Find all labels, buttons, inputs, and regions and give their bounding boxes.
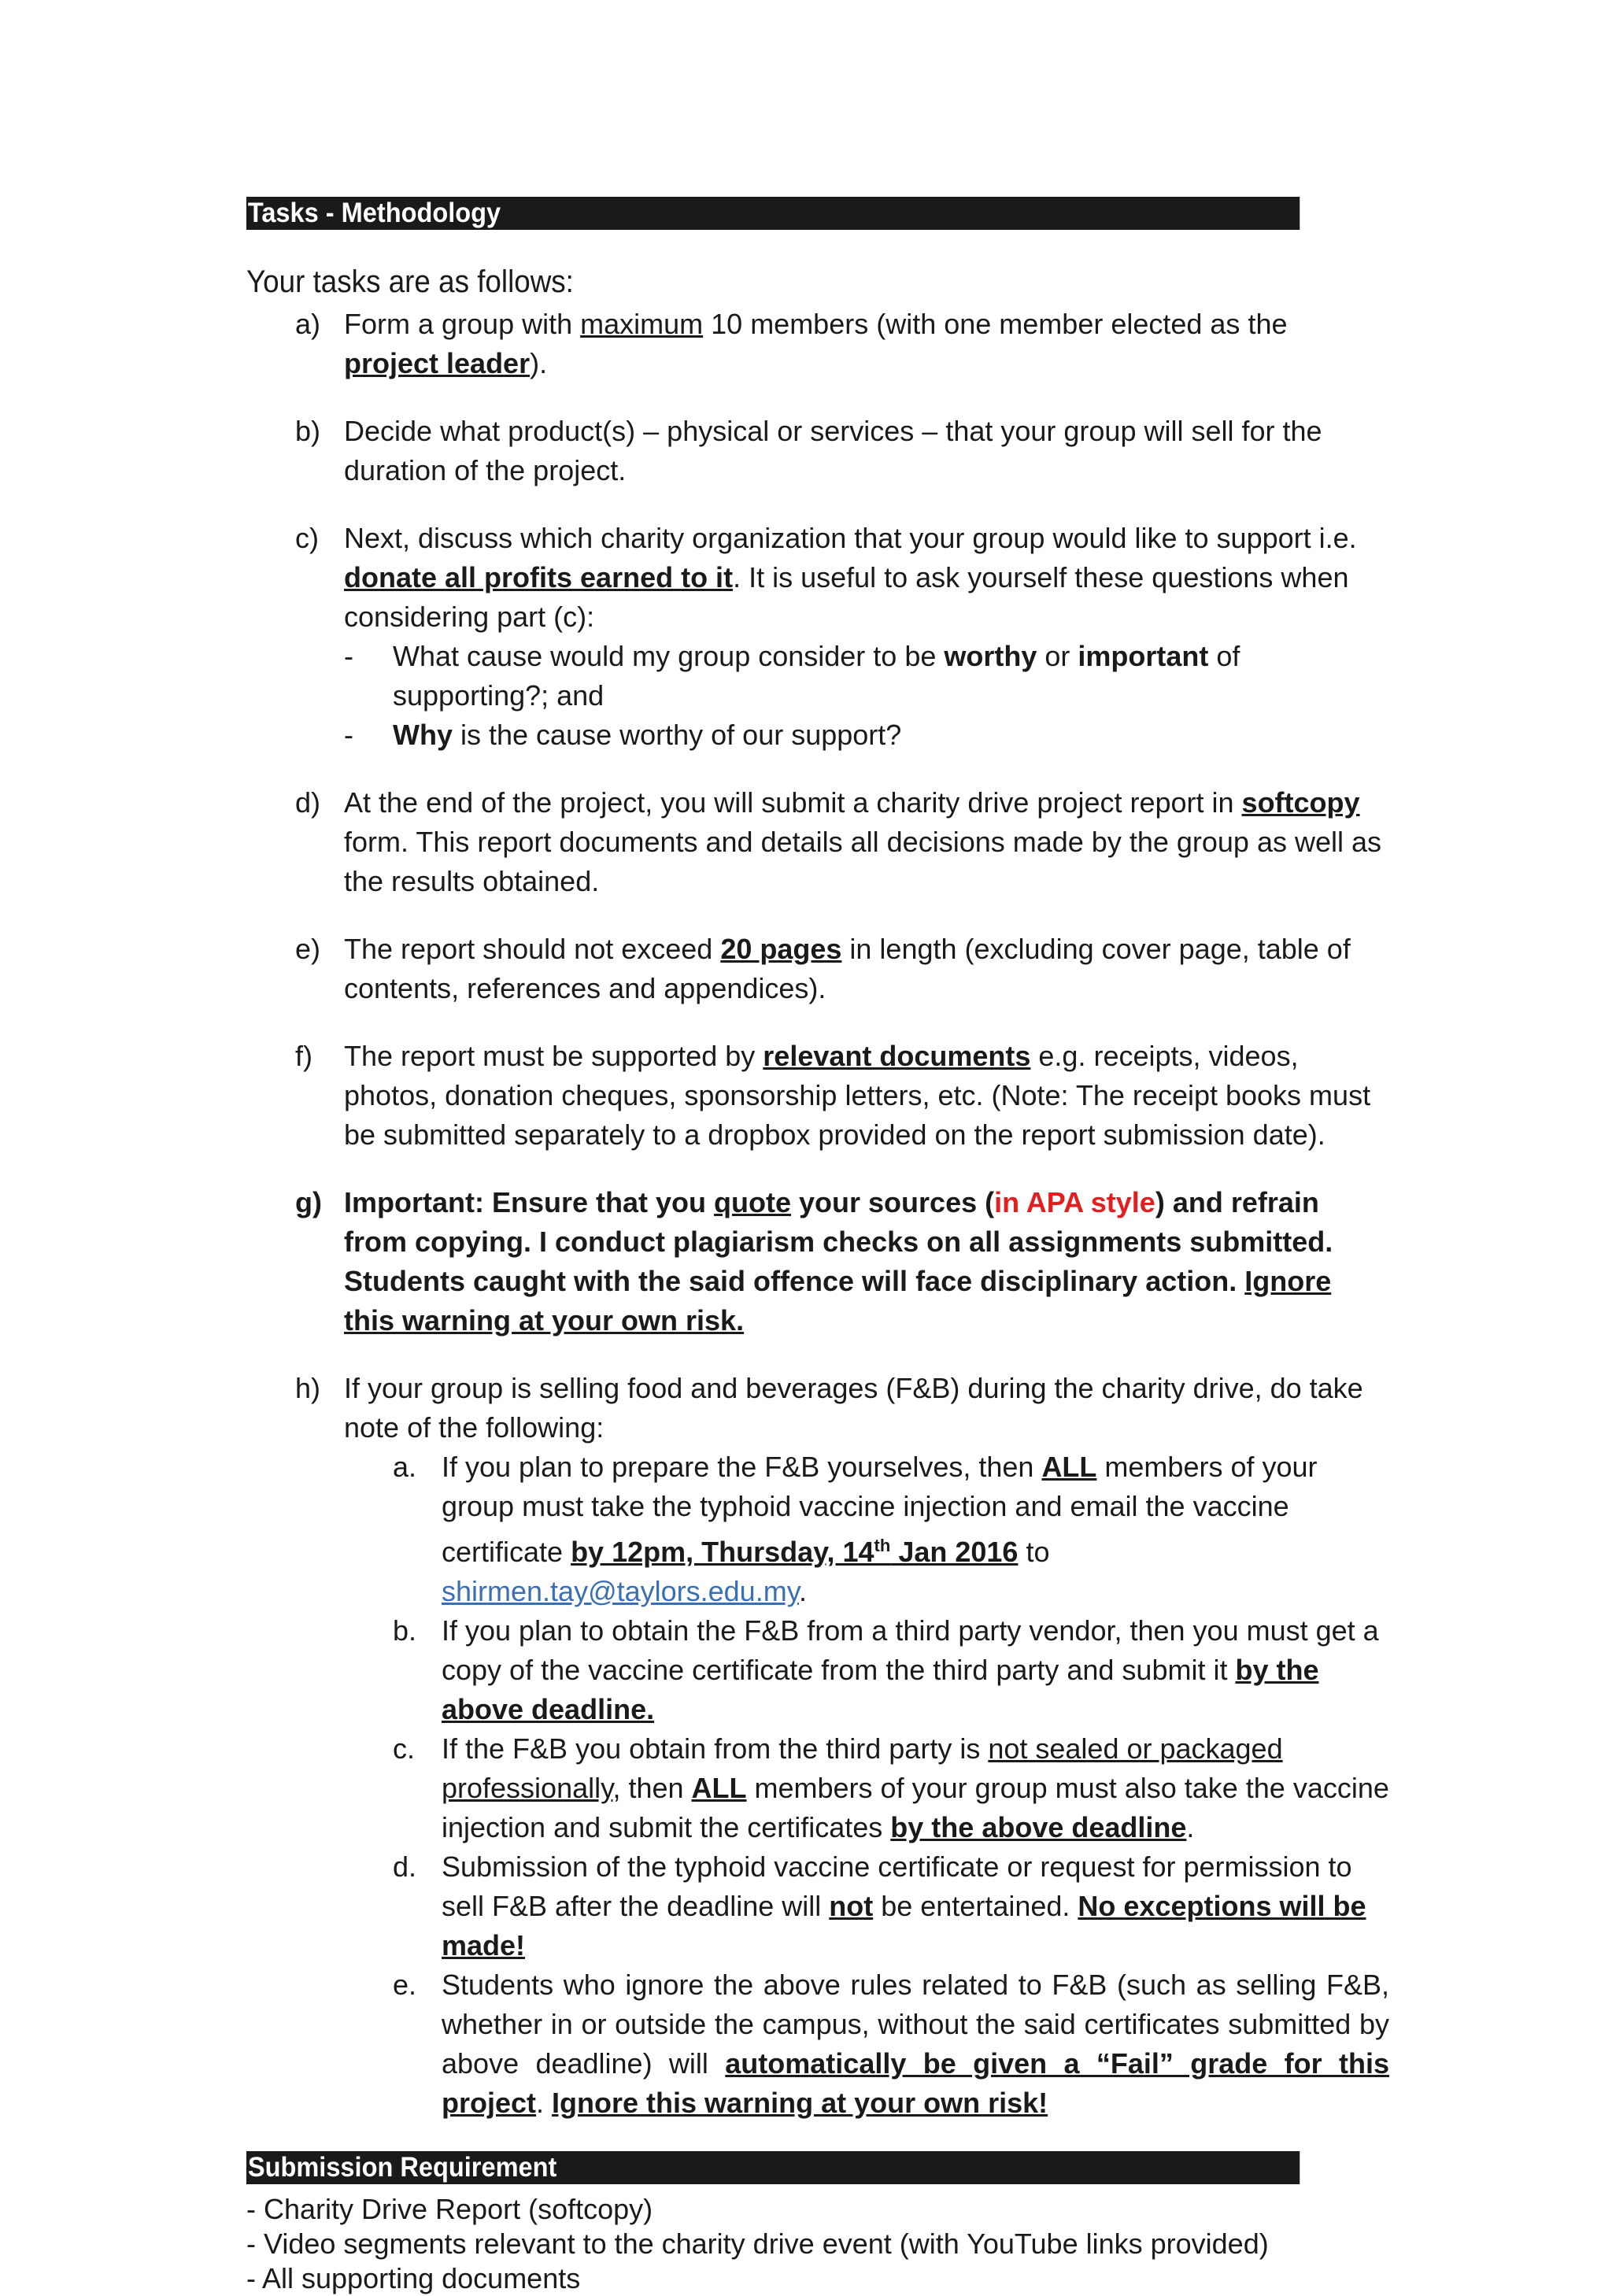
fnb-rule-e [344,1965,1389,2123]
text: members of your group must take the typhoid vaccine injection and email the vaccine certificate [442,1451,1318,1568]
question-item [344,715,1389,755]
task-label: c) [295,522,319,554]
task-list [246,305,1389,2123]
text: form. This report documents and details all decisions made by the group as well as the results obtained. [344,826,1382,897]
warning-text: Ignore this warning at your own risk. [344,1265,1332,1337]
emphasis: by the above deadline [890,1811,1187,1843]
task-label: e) [295,933,321,965]
task-item-c [246,519,1389,755]
emphasis: quote [714,1186,792,1218]
text: be entertained. [873,1890,1078,1922]
task-label: a) [295,308,321,340]
question-item [344,637,1389,715]
text: Form a group with [344,308,581,340]
text: Decide what product(s) – physical or services – that your group will sell for the duration of the project. [344,415,1322,486]
fnb-rule-b [344,1611,1389,1729]
text: . It is useful to ask yourself these questions when considering part (c): [344,561,1349,633]
text: 10 members (with one member elected as the [703,308,1288,340]
text: At the end of the project, you will submit a charity drive project report in [344,786,1242,819]
section-title: Submission Requirement [247,2152,557,2183]
deadline-date: by 12pm, Thursday, 14 [571,1536,874,1568]
deadline [571,1536,1018,1568]
text: your sources ( [791,1186,995,1218]
emphasis: not [829,1890,874,1922]
task-item-f [246,1037,1389,1155]
emphasis: ALL [691,1772,747,1804]
emphasis: by the above deadline. [442,1654,1319,1725]
email-link[interactable]: shirmen.tay@taylors.edu.my [442,1575,800,1607]
text: , then [612,1772,692,1804]
emphasis: softcopy [1241,786,1360,819]
fnb-rule-c [344,1729,1389,1847]
fnb-rule-a [344,1447,1389,1611]
sub-label: b. [393,1614,417,1647]
sub-label: c. [393,1732,416,1765]
emphasis: automatically be given a “Fail” grade for this project [442,2047,1389,2119]
text: What cause would my group consider to be [393,640,945,672]
text: e.g. receipts, videos, photos, donation cheques, sponsorship letters, etc. (Note: The receipt books must be submitted separately to a dropbox provided on the report submission date). [344,1040,1371,1151]
emphasis: not sealed or packaged professionally [442,1732,1283,1804]
apa-style-highlight: in APA style [994,1186,1155,1218]
requirements-list [246,2192,1380,2296]
task-label: b) [295,415,321,447]
dash-label: - [344,640,353,672]
deadline-year: Jan 2016 [890,1536,1019,1568]
task-label: g) [295,1186,322,1218]
dash-label: - [344,719,353,751]
task-item-b [246,412,1389,490]
text: Important: Ensure that you [344,1186,715,1218]
fnb-rules-list [344,1447,1389,2123]
page-number: 2 [799,2161,813,2190]
emphasis: No exceptions will be made! [442,1890,1366,1961]
emphasis: 20 pages [720,933,842,965]
sub-label: e. [393,1969,417,2001]
text: If your group is selling food and beverages (F&B) during the charity drive, do take note of the following: [344,1372,1363,1444]
requirement-item: - Video segments relevant to the charity drive event (with YouTube links provided) [246,2228,1269,2260]
text: Submission of the typhoid vaccine certificate or request for permission to sell F&B after the deadline will [442,1850,1352,1922]
requirement-item: - Charity Drive Report (softcopy) [246,2193,653,2225]
fnb-rule-d [344,1847,1389,1965]
emphasis: donate all profits earned to it [344,561,734,593]
emphasis: worthy [944,640,1037,672]
text: If you plan to prepare the F&B yourselves, then [442,1451,1042,1483]
text: If the F&B you obtain from the third party is [442,1732,989,1765]
text: The report should not exceed [344,933,721,965]
ordinal-suffix: th [874,1536,891,1555]
emphasis: relevant documents [763,1040,1031,1072]
emphasis: project leader [344,347,531,379]
text: . [799,1575,808,1607]
text: ) and refrain from copying. I conduct plagiarism checks on all assignments submitted. Students caught with the said offence will face disciplinary action. [344,1186,1333,1297]
page-content [246,197,1389,2296]
warning-text: Ignore this warning at your own risk! [552,2087,1048,2119]
text: Students who ignore the above rules related to F&B (such as selling F&B, whether in or outside the campus, without the said certificates submitted by above deadline) will [442,1969,1389,2080]
section-header-methodology [246,197,1300,230]
intro-text: Your tasks are as follows: [246,264,574,299]
text: is the cause worthy of our support? [453,719,902,751]
text: members of your group must also take the vaccine injection and submit the certificates [442,1772,1389,1843]
task-item-g [246,1183,1389,1340]
section-title: Tasks - Methodology [247,198,501,228]
task-item-a [246,305,1389,383]
text: of supporting?; and [393,640,1240,712]
text: . [536,2087,553,2119]
emphasis: maximum [580,308,704,340]
sub-label: a. [393,1451,417,1483]
task-item-h [246,1369,1389,2123]
text: The report must be supported by [344,1040,763,1072]
text: or [1037,640,1078,672]
requirement-item: - All supporting documents [246,2262,581,2294]
task-label: d) [295,786,321,819]
text: ). [530,347,548,379]
emphasis: Why [393,719,453,751]
task-item-e [246,930,1389,1008]
text: . [1186,1811,1195,1843]
text: If you plan to obtain the F&B from a third party vendor, then you must get a copy of the vaccine certificate from the third party and submit it [442,1614,1379,1686]
emphasis: important [1078,640,1209,672]
text: Next, discuss which charity organization that your group would like to support i.e. [344,522,1357,554]
sub-label: d. [393,1850,417,1883]
task-label: f) [295,1040,312,1072]
text: in length (excluding cover page, table of contents, references and appendices). [344,933,1351,1004]
emphasis: ALL [1041,1451,1097,1483]
text: to [1018,1536,1050,1568]
task-label: h) [295,1372,321,1404]
task-item-d [246,783,1389,901]
